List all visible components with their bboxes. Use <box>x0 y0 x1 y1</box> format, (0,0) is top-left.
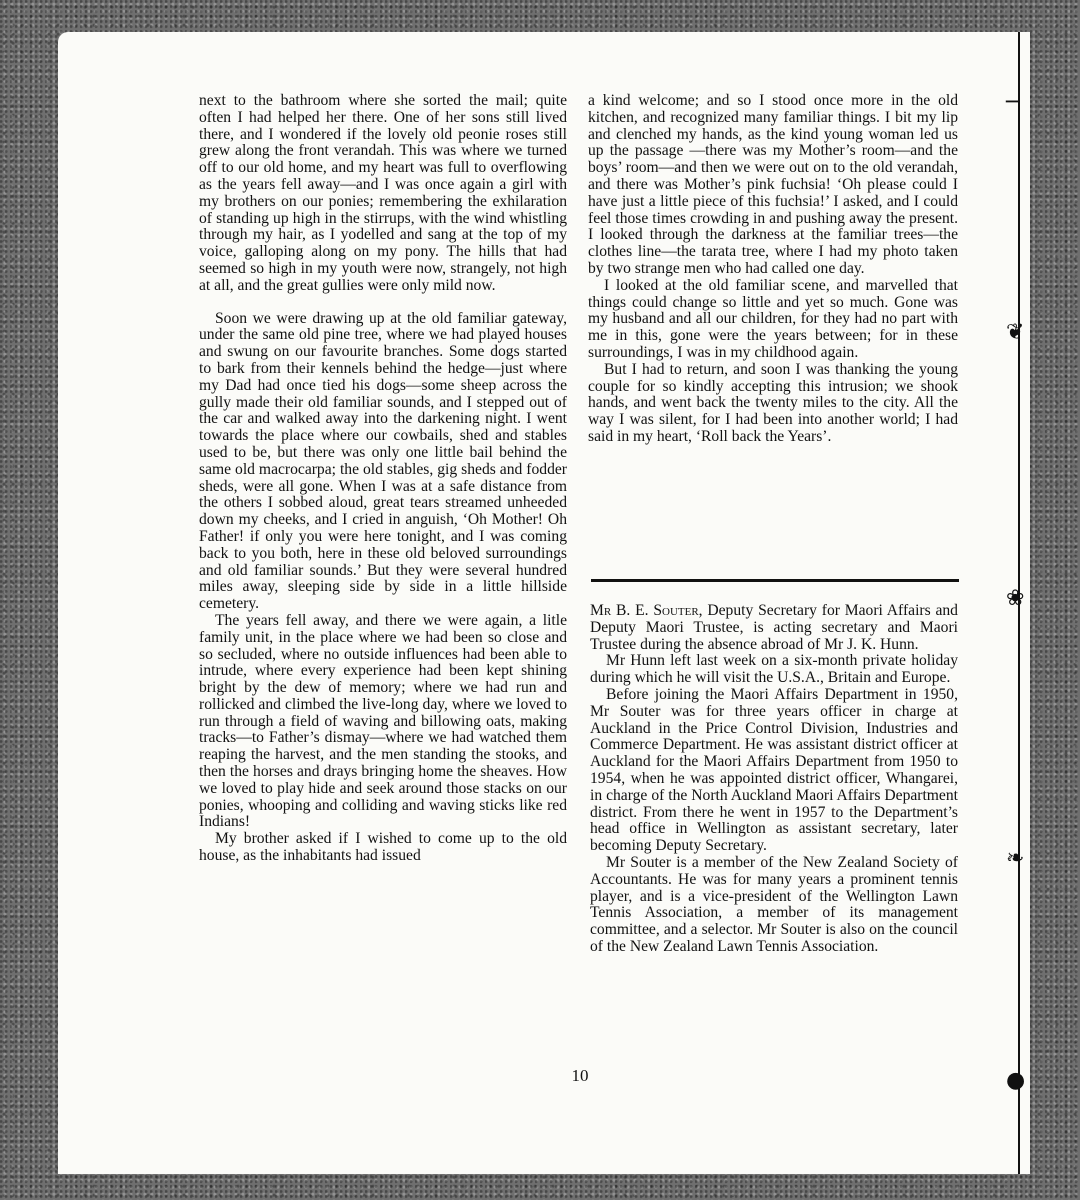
binding-spine <box>1006 32 1032 1174</box>
right-column <box>588 93 958 446</box>
binding-ornament-icon: ❦ <box>1006 320 1025 345</box>
paragraph: The years fell away, and there we were again, a litle family unit, in the place where we had been so close and so secluded, where no outside influences had been able to intrude, where every experience had been kept shining bright by the dew of memory; where we had run and rollicked and climbed the live-long day, where we loved to run through a field of waving and billowing oats, making tracks—to Father’s dismay—where we had watched them reaping the harvest, and the men standing the stooks, and then the horses and drays bringing home the sheaves. How we loved to play hide and seek around those stacks on our ponies, whooping and colliding and waving sticks like red Indians! <box>199 611 567 831</box>
section-divider <box>591 579 959 582</box>
news-lead-text: , Deputy Secretary for Maori Affairs and Deputy Maori Trustee, is acting secretary and Maori Trustee during the absence abroad of Mr J. K. Hunn. <box>590 602 958 653</box>
news-item <box>590 603 958 956</box>
paragraph: Soon we were drawing up at the old familiar gateway, under the same old pine tree, where we had played houses and swung on our favourite branches. Some dogs started to bark from their kennels behind the hedge—just where my Dad had once tied his dogs—some sheep across the gully made their old familiar sounds, and I stepped out of the car and walked away into the darkening night. I went towards the place where our cowbails, shed and stables used to be, but there was only one little bail behind the same old macrocarpa; the old stables, gig sheds and fodder sheds, were all gone. When I was at a safe distance from the others I sobbed aloud, great tears streamed unheeded down my cheeks, and I cried in anguish, ‘Oh Mother! Oh Father! if only you were here tonight, and I was coming back to you both, here in these old beloved surroundings and old familiar sounds.’ But they were several hundred miles away, sleeping side by side in a little hillside cemetery. <box>199 309 567 613</box>
page-number: 10 <box>571 1066 589 1085</box>
left-column <box>199 93 567 865</box>
paragraph: I looked at the old familiar scene, and marvelled that things could change so little and yet so much. Gone was my husband and all our children, for they had no part with me in this, gone were the years between; for in these surroundings, I was in my childhood again. <box>588 276 958 361</box>
paragraph: My brother asked if I wished to come up to the old house, as the inhabitants had issued <box>199 830 567 865</box>
binding-ornament-icon: ─ <box>1006 90 1020 115</box>
paragraph: Mr Souter is a member of the New Zealand Society of Accountants. He was for many years a prominent tennis player, and is a vice-president of the Wellington Lawn Tennis Association, a member of its management committee, and a selector. Mr Souter is also on the council of the New Zealand Lawn Tennis Association. <box>590 853 958 955</box>
paragraph: a kind welcome; and so I stood once more in the old kitchen, and recognized many familiar things. I bit my lip and clenched my hands, as the kind young woman led us up the passage —there was my Mother’s room—and the boys’ room—and then we were out on to the old verandah, and there was Mother’s pink fuchsia! ‘Oh please could I have just a little piece of this fuchsia!’ I asked, and I could feel those times crowding in and pushing away the present. I looked through the darkness at the familiar trees—the clothes line—the tarata tree, where I had my photo taken by two strange men who had called one day. <box>588 92 958 277</box>
paragraph: Mr Hunn left last week on a six-month private holiday during which he will visit the U.S.A., Britain and Europe. <box>590 652 958 687</box>
binding-ornament-icon: ❧ <box>1006 846 1025 871</box>
news-lead-paragraph <box>590 603 958 653</box>
binding-ornament-icon: ❀ <box>1006 586 1025 611</box>
binding-ornament-icon: ● <box>1006 1068 1026 1093</box>
news-lead-name: Mr B. E. Souter <box>590 602 699 619</box>
paragraph: Before joining the Maori Affairs Department in 1950, Mr Souter was for three years officer in charge at Auckland in the Price Control Division, Industries and Commerce Department. He was assistant district officer at Auckland for the Maori Affairs Department from 1950 to 1954, when he was appointed district officer, Whangarei, in charge of the North Auckland Maori Affairs Department district. From there he went in 1957 to the Department’s head office in Wellington as assistant secretary, later becoming Deputy Secretary. <box>590 685 958 855</box>
paragraph: But I had to return, and soon I was thanking the young couple for so kindly accepting this intrusion; we shook hands, and went back the twenty miles to the city. All the way I was silent, for I had been into another world; I had said in my heart, ‘Roll back the Years’. <box>588 360 958 445</box>
paragraph: next to the bathroom where she sorted the mail; quite often I had helped her there. One of her sons still lived there, and I wondered if the lovely old peonie roses still grew along the front verandah. This was where we turned off to our old home, and my heart was full to overflowing as the years fell away—and I was once again a girl with my brothers on our ponies; remembering the exhilaration of standing up high in the stirrups, with the wind whistling through my hair, as I yodelled and sang at the top of my voice, galloping along on my pony. The hills that had seemed so high in my youth were now, strangely, not high at all, and the great gullies were only mild now. <box>199 92 567 294</box>
